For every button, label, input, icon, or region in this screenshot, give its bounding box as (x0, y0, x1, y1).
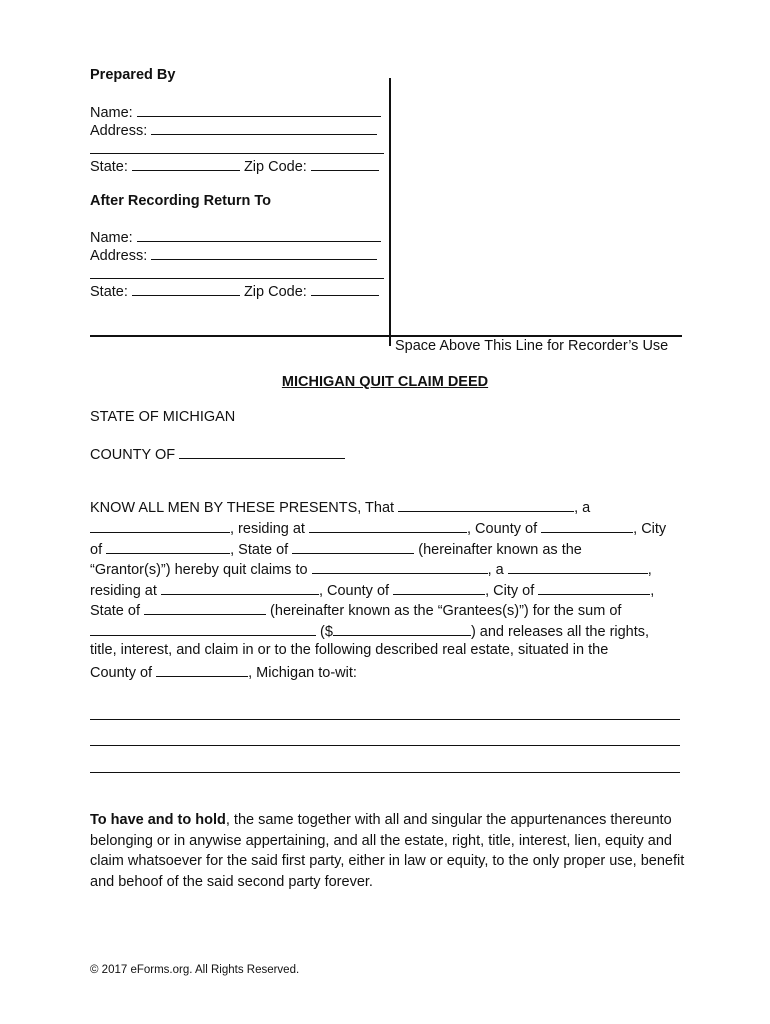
prepared-by-address-row (90, 121, 377, 139)
body-text: , residing at (230, 521, 305, 537)
body-text: “Grantor(s)”) hereby quit claims to (90, 562, 308, 578)
body-text: , City (633, 521, 667, 537)
body-text: , (650, 583, 655, 599)
body-text: residing at (90, 583, 157, 599)
property-county-field[interactable] (156, 663, 248, 677)
grantee-address-field[interactable] (161, 581, 319, 595)
prepared-by-heading: Prepared By (90, 67, 176, 83)
body-text: ($ (320, 624, 333, 640)
county-field[interactable] (179, 445, 345, 459)
return-to-name-row (90, 228, 381, 246)
return-to-name-label: Name: (90, 230, 133, 246)
body-line-6 (90, 601, 621, 619)
prepared-by-state-row (90, 157, 379, 175)
grantee-city-field[interactable] (538, 581, 650, 595)
body-text: , Michigan to-wit: (248, 665, 357, 681)
grantee-state-field[interactable] (144, 601, 266, 615)
body-line-2 (90, 519, 666, 537)
prepared-by-name-field[interactable] (137, 103, 381, 117)
legal-description-line-1[interactable] (90, 719, 680, 720)
return-to-address-label: Address: (90, 248, 148, 264)
recorder-box-vertical-line (389, 78, 391, 346)
prepared-by-name-row (90, 103, 381, 121)
return-to-zip-label: Zip Code: (243, 284, 307, 300)
body-text: of (90, 542, 103, 558)
body-text: KNOW ALL MEN BY THESE PRESENTS, That (90, 500, 395, 516)
grantor-county-field[interactable] (541, 519, 633, 533)
copyright-footer: © 2017 eForms.org. All Rights Reserved. (90, 964, 300, 976)
habendum-clause (90, 810, 685, 892)
grantor-address-field[interactable] (309, 519, 467, 533)
recorder-note: Space Above This Line for Recorder’s Use (395, 338, 669, 354)
county-label: COUNTY OF (90, 447, 176, 463)
state-line: STATE OF MICHIGAN (90, 409, 236, 425)
body-line-5 (90, 581, 654, 599)
grantor-state-field[interactable] (292, 540, 414, 554)
prepared-by-address-line-2[interactable] (90, 153, 384, 154)
body-text: , County of (467, 521, 538, 537)
body-text: , County of (318, 583, 390, 599)
return-to-name-field[interactable] (137, 228, 381, 242)
body-text: , City of (485, 583, 535, 599)
return-to-address-line-2[interactable] (90, 278, 384, 279)
county-row (90, 445, 345, 463)
prepared-by-name-label: Name: (90, 105, 133, 121)
document-title: MICHIGAN QUIT CLAIM DEED (281, 374, 489, 390)
body-text: ) and releases all the rights, (470, 624, 650, 640)
consideration-amount-field[interactable] (333, 622, 471, 636)
return-to-state-label: State: (90, 284, 128, 300)
legal-description-line-2[interactable] (90, 745, 680, 746)
return-to-address-row (90, 246, 377, 264)
body-text: , (647, 562, 652, 578)
return-to-address-field[interactable] (151, 246, 377, 260)
prepared-by-address-label: Address: (90, 123, 148, 139)
body-line-7 (90, 622, 649, 640)
body-line-9 (90, 663, 357, 681)
body-line-8: title, interest, and claim in or to the following described real estate, situated in the (90, 642, 609, 658)
return-to-state-row (90, 282, 379, 300)
body-line-3 (90, 540, 582, 558)
body-text: (hereinafter known as the (418, 542, 582, 558)
prepared-by-zip-field[interactable] (311, 157, 379, 171)
prepared-by-state-field[interactable] (132, 157, 240, 171)
consideration-words-field[interactable] (90, 622, 316, 636)
body-line-1 (90, 498, 590, 516)
prepared-by-address-field[interactable] (151, 121, 377, 135)
grantor-name-field[interactable] (398, 498, 574, 512)
legal-description-line-3[interactable] (90, 772, 680, 773)
body-text: , State of (230, 542, 289, 558)
grantee-name-field[interactable] (312, 560, 488, 574)
body-text: State of (90, 603, 140, 619)
grantor-status-field[interactable] (90, 519, 230, 533)
grantor-city-field[interactable] (106, 540, 230, 554)
return-to-heading: After Recording Return To (90, 193, 271, 209)
return-to-zip-field[interactable] (311, 282, 379, 296)
grantee-status-field[interactable] (508, 560, 648, 574)
grantee-county-field[interactable] (393, 581, 485, 595)
return-to-state-field[interactable] (132, 282, 240, 296)
habendum-bold-text: To have and to hold (90, 812, 226, 828)
body-text: , a (487, 562, 504, 578)
recorder-box-horizontal-line (90, 335, 682, 337)
prepared-by-zip-label: Zip Code: (243, 159, 307, 175)
habendum-text: , the same together with all and singular the appurtenances thereunto belonging or in anywise appertaining, and all the estate, right, title, interest, lien, equity and claim whatsoever for the said first party, either in law or equity, to the only proper use, benefit and behoof of the said second party forever. (90, 812, 685, 890)
body-line-4 (90, 560, 652, 578)
prepared-by-state-label: State: (90, 159, 128, 175)
body-text: (hereinafter known as the “Grantees(s)”) for the sum of (270, 603, 622, 619)
body-text: County of (90, 665, 153, 681)
body-text: , a (574, 500, 591, 516)
